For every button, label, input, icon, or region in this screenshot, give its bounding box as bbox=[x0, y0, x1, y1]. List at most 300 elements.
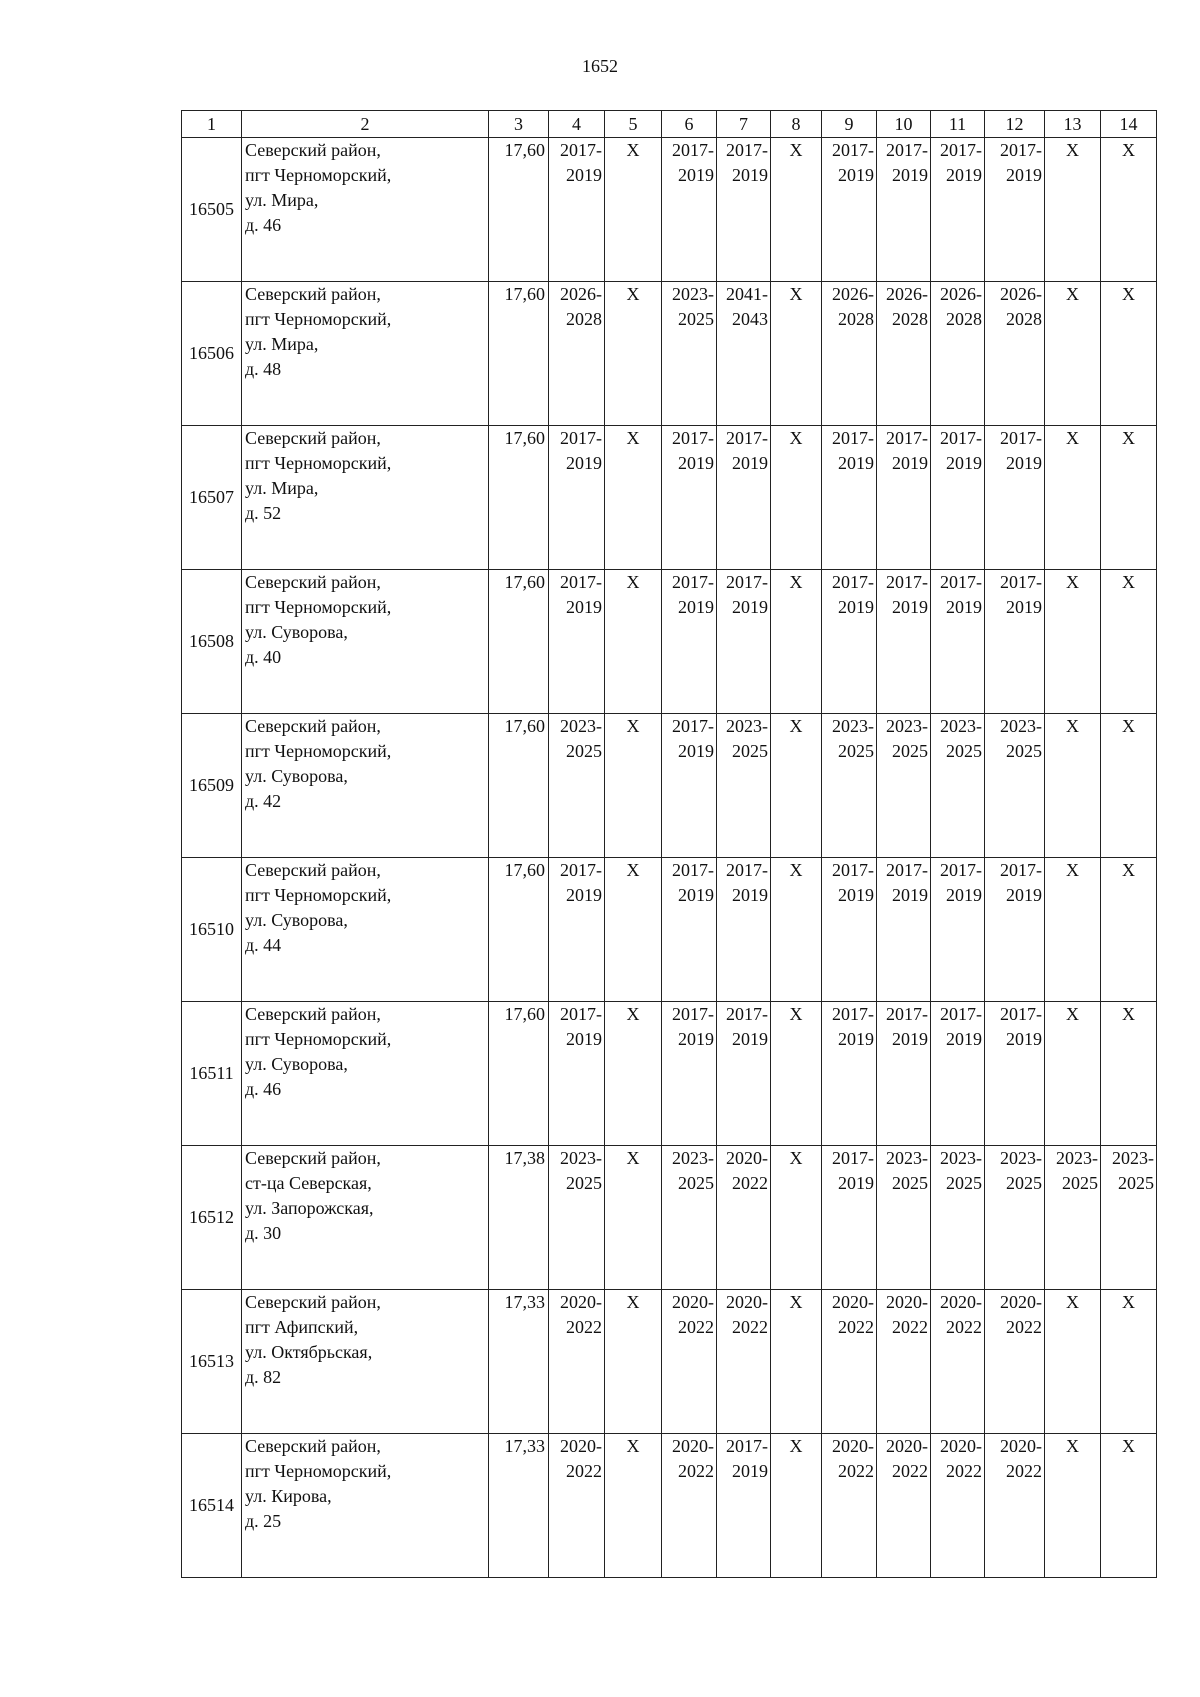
address-line: д. 44 bbox=[245, 935, 282, 955]
value-cell: 17,38 bbox=[489, 1146, 549, 1290]
x-mark-cell: X bbox=[1101, 1434, 1157, 1578]
period-cell bbox=[822, 138, 877, 282]
period-cell bbox=[549, 1290, 605, 1434]
x-mark-cell: X bbox=[605, 138, 662, 282]
period-cell bbox=[1101, 1146, 1157, 1290]
value-cell: 17,60 bbox=[489, 1002, 549, 1146]
x-mark-cell: X bbox=[605, 1002, 662, 1146]
address-line: ул. Запорожская, bbox=[245, 1198, 374, 1218]
period-cell bbox=[877, 282, 931, 426]
period-cell bbox=[717, 714, 771, 858]
period-cell bbox=[877, 714, 931, 858]
address-line: ул. Суворова, bbox=[245, 622, 348, 642]
address-cell bbox=[242, 426, 489, 570]
period-end: 2019 bbox=[892, 453, 928, 473]
table-row bbox=[182, 858, 1157, 1002]
period-cell bbox=[985, 282, 1045, 426]
table-row bbox=[182, 282, 1157, 426]
period-start: 2023- bbox=[886, 1148, 928, 1168]
period-cell bbox=[985, 714, 1045, 858]
address-line: ул. Мира, bbox=[245, 190, 319, 210]
period-start: 2023- bbox=[940, 716, 982, 736]
period-end: 2019 bbox=[678, 453, 714, 473]
period-end: 2019 bbox=[946, 1029, 982, 1049]
period-cell bbox=[822, 1434, 877, 1578]
address-cell bbox=[242, 714, 489, 858]
address-line: пгт Черноморский, bbox=[245, 165, 392, 185]
period-start: 2023- bbox=[726, 716, 768, 736]
period-cell bbox=[717, 1002, 771, 1146]
period-end: 2022 bbox=[838, 1317, 874, 1337]
row-number: 16510 bbox=[182, 858, 242, 1002]
period-cell bbox=[822, 426, 877, 570]
x-mark-cell: X bbox=[605, 1434, 662, 1578]
column-header-14: 14 bbox=[1101, 111, 1157, 138]
period-end: 2022 bbox=[838, 1461, 874, 1481]
period-cell bbox=[549, 426, 605, 570]
value-cell: 17,33 bbox=[489, 1434, 549, 1578]
period-cell bbox=[822, 714, 877, 858]
column-header-8: 8 bbox=[771, 111, 822, 138]
column-header-12: 12 bbox=[985, 111, 1045, 138]
period-end: 2022 bbox=[1006, 1317, 1042, 1337]
period-start: 2017- bbox=[726, 1004, 768, 1024]
address-cell bbox=[242, 1002, 489, 1146]
period-cell bbox=[717, 1434, 771, 1578]
row-number: 16512 bbox=[182, 1146, 242, 1290]
address-line: д. 46 bbox=[245, 1079, 282, 1099]
period-start: 2017- bbox=[726, 428, 768, 448]
period-start: 2020- bbox=[672, 1292, 714, 1312]
x-mark-cell: X bbox=[1101, 1290, 1157, 1434]
row-number: 16508 bbox=[182, 570, 242, 714]
period-start: 2017- bbox=[832, 860, 874, 880]
period-start: 2020- bbox=[940, 1292, 982, 1312]
period-cell bbox=[549, 858, 605, 1002]
period-start: 2020- bbox=[886, 1436, 928, 1456]
period-end: 2028 bbox=[838, 309, 874, 329]
column-header-10: 10 bbox=[877, 111, 931, 138]
address-line: ул. Суворова, bbox=[245, 910, 348, 930]
period-start: 2020- bbox=[832, 1292, 874, 1312]
table-row bbox=[182, 1434, 1157, 1578]
x-mark-cell: X bbox=[1045, 858, 1101, 1002]
period-end: 2022 bbox=[946, 1461, 982, 1481]
x-mark-cell: X bbox=[1045, 1434, 1101, 1578]
period-start: 2017- bbox=[560, 428, 602, 448]
address-line: Северский район, bbox=[245, 284, 381, 304]
x-mark-cell: X bbox=[605, 426, 662, 570]
address-line: Северский район, bbox=[245, 428, 381, 448]
period-end: 2019 bbox=[678, 885, 714, 905]
period-cell bbox=[662, 1146, 717, 1290]
period-cell bbox=[717, 282, 771, 426]
period-cell bbox=[822, 282, 877, 426]
period-start: 2017- bbox=[726, 572, 768, 592]
header-row bbox=[182, 111, 1157, 138]
period-start: 2017- bbox=[1000, 428, 1042, 448]
value-cell: 17,60 bbox=[489, 570, 549, 714]
period-cell bbox=[985, 1290, 1045, 1434]
period-cell bbox=[662, 1002, 717, 1146]
column-header-6: 6 bbox=[662, 111, 717, 138]
period-start: 2020- bbox=[940, 1436, 982, 1456]
period-cell bbox=[662, 570, 717, 714]
period-cell bbox=[877, 138, 931, 282]
period-cell bbox=[931, 1434, 985, 1578]
x-mark-cell: X bbox=[771, 1146, 822, 1290]
period-end: 2019 bbox=[732, 597, 768, 617]
table-row bbox=[182, 1002, 1157, 1146]
period-cell bbox=[877, 1146, 931, 1290]
period-start: 2023- bbox=[1056, 1148, 1098, 1168]
x-mark-cell: X bbox=[1045, 1002, 1101, 1146]
period-end: 2019 bbox=[678, 597, 714, 617]
period-cell bbox=[985, 858, 1045, 1002]
period-end: 2022 bbox=[566, 1317, 602, 1337]
period-end: 2025 bbox=[1006, 741, 1042, 761]
period-cell bbox=[662, 426, 717, 570]
period-start: 2017- bbox=[886, 140, 928, 160]
period-cell bbox=[549, 282, 605, 426]
period-end: 2019 bbox=[838, 453, 874, 473]
period-end: 2019 bbox=[566, 885, 602, 905]
address-line: пгт Афипский, bbox=[245, 1317, 359, 1337]
period-end: 2019 bbox=[566, 165, 602, 185]
period-cell bbox=[717, 1146, 771, 1290]
x-mark-cell: X bbox=[1101, 282, 1157, 426]
period-start: 2017- bbox=[832, 1148, 874, 1168]
period-cell bbox=[985, 1434, 1045, 1578]
period-cell bbox=[877, 858, 931, 1002]
period-start: 2017- bbox=[672, 428, 714, 448]
period-cell bbox=[662, 282, 717, 426]
period-start: 2017- bbox=[672, 860, 714, 880]
x-mark-cell: X bbox=[1101, 858, 1157, 1002]
table-row bbox=[182, 570, 1157, 714]
period-start: 2017- bbox=[940, 140, 982, 160]
period-start: 2017- bbox=[1000, 860, 1042, 880]
period-end: 2019 bbox=[838, 1029, 874, 1049]
period-cell bbox=[549, 1146, 605, 1290]
address-line: ул. Мира, bbox=[245, 478, 319, 498]
period-start: 2017- bbox=[1000, 572, 1042, 592]
period-cell bbox=[717, 138, 771, 282]
period-end: 2019 bbox=[566, 597, 602, 617]
period-start: 2017- bbox=[1000, 1004, 1042, 1024]
period-start: 2017- bbox=[832, 1004, 874, 1024]
period-end: 2019 bbox=[838, 165, 874, 185]
period-end: 2019 bbox=[732, 453, 768, 473]
period-cell bbox=[985, 570, 1045, 714]
period-cell bbox=[931, 1146, 985, 1290]
column-header-4: 4 bbox=[549, 111, 605, 138]
address-cell bbox=[242, 282, 489, 426]
period-start: 2041- bbox=[726, 284, 768, 304]
period-end: 2028 bbox=[946, 309, 982, 329]
row-number: 16514 bbox=[182, 1434, 242, 1578]
x-mark-cell: X bbox=[1101, 714, 1157, 858]
period-start: 2023- bbox=[1000, 1148, 1042, 1168]
period-end: 2022 bbox=[678, 1317, 714, 1337]
period-start: 2017- bbox=[940, 572, 982, 592]
period-start: 2017- bbox=[940, 1004, 982, 1024]
period-end: 2025 bbox=[566, 741, 602, 761]
address-cell bbox=[242, 858, 489, 1002]
row-number: 16506 bbox=[182, 282, 242, 426]
period-cell bbox=[877, 570, 931, 714]
period-cell bbox=[717, 1290, 771, 1434]
column-header-1: 1 bbox=[182, 111, 242, 138]
table-body bbox=[182, 138, 1157, 1578]
register-table bbox=[181, 110, 1157, 1578]
period-end: 2025 bbox=[892, 1173, 928, 1193]
x-mark-cell: X bbox=[1101, 426, 1157, 570]
address-line: Северский район, bbox=[245, 716, 381, 736]
period-cell bbox=[985, 1002, 1045, 1146]
period-start: 2017- bbox=[672, 572, 714, 592]
period-end: 2019 bbox=[1006, 453, 1042, 473]
period-end: 2028 bbox=[566, 309, 602, 329]
period-end: 2019 bbox=[732, 165, 768, 185]
period-end: 2022 bbox=[732, 1317, 768, 1337]
period-end: 2019 bbox=[892, 165, 928, 185]
period-start: 2020- bbox=[560, 1292, 602, 1312]
x-mark-cell: X bbox=[771, 282, 822, 426]
period-end: 2019 bbox=[678, 741, 714, 761]
x-mark-cell: X bbox=[605, 282, 662, 426]
period-cell bbox=[931, 714, 985, 858]
period-end: 2019 bbox=[892, 885, 928, 905]
period-start: 2017- bbox=[886, 1004, 928, 1024]
period-end: 2019 bbox=[678, 1029, 714, 1049]
period-cell bbox=[931, 426, 985, 570]
period-cell bbox=[931, 1290, 985, 1434]
table-row bbox=[182, 1146, 1157, 1290]
period-end: 2025 bbox=[946, 1173, 982, 1193]
x-mark-cell: X bbox=[771, 858, 822, 1002]
x-mark-cell: X bbox=[605, 714, 662, 858]
table-row bbox=[182, 426, 1157, 570]
value-cell: 17,33 bbox=[489, 1290, 549, 1434]
x-mark-cell: X bbox=[771, 138, 822, 282]
period-start: 2020- bbox=[1000, 1436, 1042, 1456]
x-mark-cell: X bbox=[771, 1002, 822, 1146]
x-mark-cell: X bbox=[771, 1290, 822, 1434]
address-line: д. 30 bbox=[245, 1223, 282, 1243]
period-cell bbox=[822, 570, 877, 714]
period-cell bbox=[549, 1002, 605, 1146]
period-cell bbox=[662, 138, 717, 282]
address-cell bbox=[242, 570, 489, 714]
period-cell bbox=[822, 858, 877, 1002]
address-line: д. 25 bbox=[245, 1511, 282, 1531]
period-cell bbox=[985, 426, 1045, 570]
address-line: Северский район, bbox=[245, 860, 381, 880]
period-end: 2022 bbox=[946, 1317, 982, 1337]
period-end: 2019 bbox=[838, 597, 874, 617]
address-line: ул. Кирова, bbox=[245, 1486, 332, 1506]
period-end: 2025 bbox=[566, 1173, 602, 1193]
address-cell bbox=[242, 1434, 489, 1578]
address-line: Северский район, bbox=[245, 1436, 381, 1456]
period-end: 2022 bbox=[732, 1173, 768, 1193]
column-header-5: 5 bbox=[605, 111, 662, 138]
x-mark-cell: X bbox=[1101, 570, 1157, 714]
period-end: 2019 bbox=[1006, 885, 1042, 905]
column-header-2: 2 bbox=[242, 111, 489, 138]
period-end: 2019 bbox=[946, 165, 982, 185]
period-start: 2023- bbox=[560, 716, 602, 736]
period-cell bbox=[877, 1290, 931, 1434]
period-start: 2017- bbox=[832, 140, 874, 160]
period-start: 2020- bbox=[672, 1436, 714, 1456]
period-end: 2019 bbox=[566, 453, 602, 473]
period-start: 2023- bbox=[886, 716, 928, 736]
period-start: 2023- bbox=[560, 1148, 602, 1168]
period-end: 2022 bbox=[1006, 1461, 1042, 1481]
period-start: 2017- bbox=[560, 572, 602, 592]
column-header-9: 9 bbox=[822, 111, 877, 138]
value-cell: 17,60 bbox=[489, 426, 549, 570]
period-cell bbox=[549, 570, 605, 714]
address-line: пгт Черноморский, bbox=[245, 1029, 392, 1049]
address-cell bbox=[242, 1290, 489, 1434]
period-end: 2025 bbox=[1062, 1173, 1098, 1193]
period-start: 2017- bbox=[940, 860, 982, 880]
x-mark-cell: X bbox=[605, 1290, 662, 1434]
period-cell bbox=[717, 426, 771, 570]
period-start: 2026- bbox=[886, 284, 928, 304]
period-start: 2017- bbox=[672, 1004, 714, 1024]
period-end: 2019 bbox=[732, 1461, 768, 1481]
period-start: 2017- bbox=[560, 140, 602, 160]
period-cell bbox=[931, 570, 985, 714]
address-line: д. 52 bbox=[245, 503, 282, 523]
period-start: 2017- bbox=[672, 140, 714, 160]
period-cell bbox=[549, 1434, 605, 1578]
address-cell bbox=[242, 138, 489, 282]
period-start: 2023- bbox=[672, 1148, 714, 1168]
row-number: 16507 bbox=[182, 426, 242, 570]
period-end: 2028 bbox=[1006, 309, 1042, 329]
period-cell bbox=[985, 138, 1045, 282]
x-mark-cell: X bbox=[1045, 714, 1101, 858]
address-line: пгт Черноморский, bbox=[245, 1461, 392, 1481]
address-line: ст-ца Северская, bbox=[245, 1173, 372, 1193]
period-cell bbox=[662, 1434, 717, 1578]
row-number: 16505 bbox=[182, 138, 242, 282]
period-end: 2019 bbox=[678, 165, 714, 185]
period-start: 2023- bbox=[1000, 716, 1042, 736]
column-header-13: 13 bbox=[1045, 111, 1101, 138]
period-start: 2020- bbox=[560, 1436, 602, 1456]
x-mark-cell: X bbox=[771, 426, 822, 570]
address-cell bbox=[242, 1146, 489, 1290]
period-end: 2025 bbox=[678, 1173, 714, 1193]
period-start: 2017- bbox=[560, 860, 602, 880]
address-line: д. 46 bbox=[245, 215, 282, 235]
period-start: 2017- bbox=[726, 140, 768, 160]
period-start: 2023- bbox=[672, 284, 714, 304]
address-line: ул. Суворова, bbox=[245, 1054, 348, 1074]
period-start: 2026- bbox=[832, 284, 874, 304]
period-cell bbox=[877, 1434, 931, 1578]
period-end: 2019 bbox=[1006, 165, 1042, 185]
period-end: 2019 bbox=[892, 597, 928, 617]
period-end: 2019 bbox=[838, 1173, 874, 1193]
row-number: 16513 bbox=[182, 1290, 242, 1434]
x-mark-cell: X bbox=[771, 570, 822, 714]
period-end: 2019 bbox=[732, 885, 768, 905]
x-mark-cell: X bbox=[605, 858, 662, 1002]
row-number: 16509 bbox=[182, 714, 242, 858]
x-mark-cell: X bbox=[1101, 1002, 1157, 1146]
period-cell bbox=[931, 282, 985, 426]
period-cell bbox=[549, 714, 605, 858]
period-end: 2019 bbox=[1006, 597, 1042, 617]
address-line: пгт Черноморский, bbox=[245, 597, 392, 617]
period-end: 2019 bbox=[946, 453, 982, 473]
value-cell: 17,60 bbox=[489, 858, 549, 1002]
period-end: 2022 bbox=[892, 1461, 928, 1481]
x-mark-cell: X bbox=[1045, 1290, 1101, 1434]
period-start: 2017- bbox=[672, 716, 714, 736]
address-line: пгт Черноморский, bbox=[245, 885, 392, 905]
x-mark-cell: X bbox=[1101, 138, 1157, 282]
column-header-3: 3 bbox=[489, 111, 549, 138]
x-mark-cell: X bbox=[1045, 570, 1101, 714]
period-cell bbox=[662, 858, 717, 1002]
period-start: 2020- bbox=[726, 1292, 768, 1312]
period-cell bbox=[931, 1002, 985, 1146]
period-end: 2019 bbox=[946, 597, 982, 617]
period-cell bbox=[822, 1290, 877, 1434]
period-end: 2025 bbox=[838, 741, 874, 761]
period-start: 2017- bbox=[726, 1436, 768, 1456]
period-start: 2017- bbox=[1000, 140, 1042, 160]
period-cell bbox=[877, 1002, 931, 1146]
page-number: 1652 bbox=[582, 56, 618, 76]
table-row bbox=[182, 1290, 1157, 1434]
value-cell: 17,60 bbox=[489, 714, 549, 858]
period-cell bbox=[877, 426, 931, 570]
period-cell bbox=[662, 1290, 717, 1434]
address-line: Северский район, bbox=[245, 1292, 381, 1312]
address-line: пгт Черноморский, bbox=[245, 741, 392, 761]
period-start: 2017- bbox=[726, 860, 768, 880]
x-mark-cell: X bbox=[771, 1434, 822, 1578]
x-mark-cell: X bbox=[1045, 138, 1101, 282]
period-end: 2043 bbox=[732, 309, 768, 329]
period-cell bbox=[662, 714, 717, 858]
address-line: Северский район, bbox=[245, 1148, 381, 1168]
period-cell bbox=[717, 570, 771, 714]
period-cell bbox=[931, 138, 985, 282]
table-row bbox=[182, 138, 1157, 282]
period-end: 2025 bbox=[1006, 1173, 1042, 1193]
period-end: 2028 bbox=[892, 309, 928, 329]
period-cell bbox=[822, 1002, 877, 1146]
period-end: 2025 bbox=[732, 741, 768, 761]
address-line: д. 42 bbox=[245, 791, 282, 811]
period-end: 2025 bbox=[946, 741, 982, 761]
address-line: ул. Суворова, bbox=[245, 766, 348, 786]
period-end: 2019 bbox=[1006, 1029, 1042, 1049]
period-start: 2023- bbox=[940, 1148, 982, 1168]
period-start: 2017- bbox=[832, 428, 874, 448]
address-line: ул. Мира, bbox=[245, 334, 319, 354]
